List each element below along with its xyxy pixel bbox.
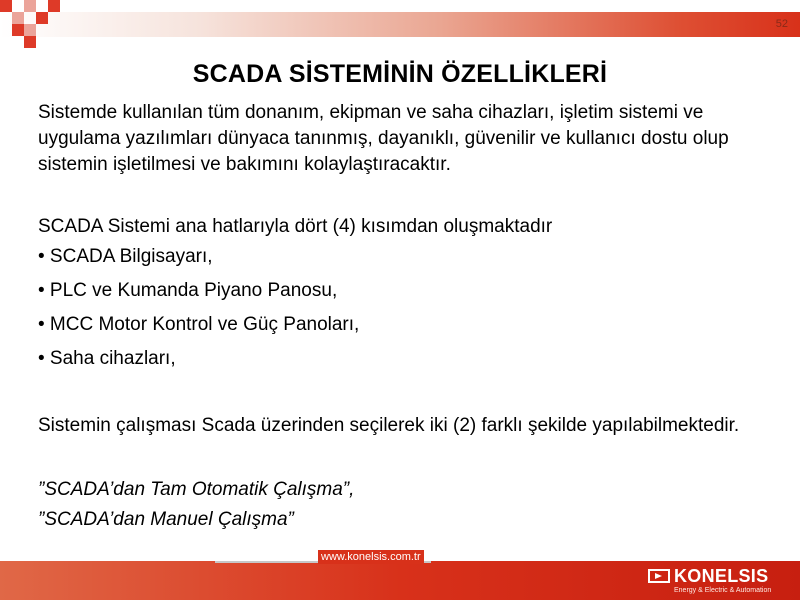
footer-url-link[interactable]: www.konelsis.com.tr (318, 550, 424, 564)
header-gradient-bar (0, 12, 800, 37)
bullet-item: • Saha cihazları, (38, 347, 176, 369)
intro-paragraph: Sistemde kullanılan tüm donanım, ekipman ve saha cihazları, işletim sistemi ve uygulama yazılımları dünyaca tanınmış, dayanıklı, güvenilir ve kullanıcı dostu olup sistemin işletilmesi ve bakımını kolaylaştıracaktır. (38, 102, 729, 175)
mode-item: ”SCADA’dan Tam Otomatik Çalışma”, (38, 479, 355, 501)
slide-content (38, 100, 788, 535)
slide-title: SCADA SİSTEMİNİN ÖZELLİKLERİ (192, 60, 608, 88)
mode-item: ”SCADA’dan Manuel Çalışma” (38, 509, 294, 531)
logo-tagline: Energy & Electric & Automation (674, 587, 772, 594)
operation-paragraph: Sistemin çalışması Scada üzerinden seçilerek iki (2) farklı şekilde yapılabilmektedir. (38, 414, 740, 436)
konelsis-logo (648, 568, 788, 596)
logo-name: KONELSIS (674, 566, 769, 586)
bullet-item: • SCADA Bilgisayarı, (38, 246, 213, 268)
bullet-item: • MCC Motor Kontrol ve Güç Panoları, (38, 313, 360, 335)
play-icon (648, 569, 670, 583)
bullet-item: • PLC ve Kumanda Piyano Panosu, (38, 280, 338, 302)
slide-number: 52 (775, 18, 788, 30)
parts-heading: SCADA Sistemi ana hatlarıyla dört (4) kısımdan oluşmaktadır (38, 216, 553, 238)
